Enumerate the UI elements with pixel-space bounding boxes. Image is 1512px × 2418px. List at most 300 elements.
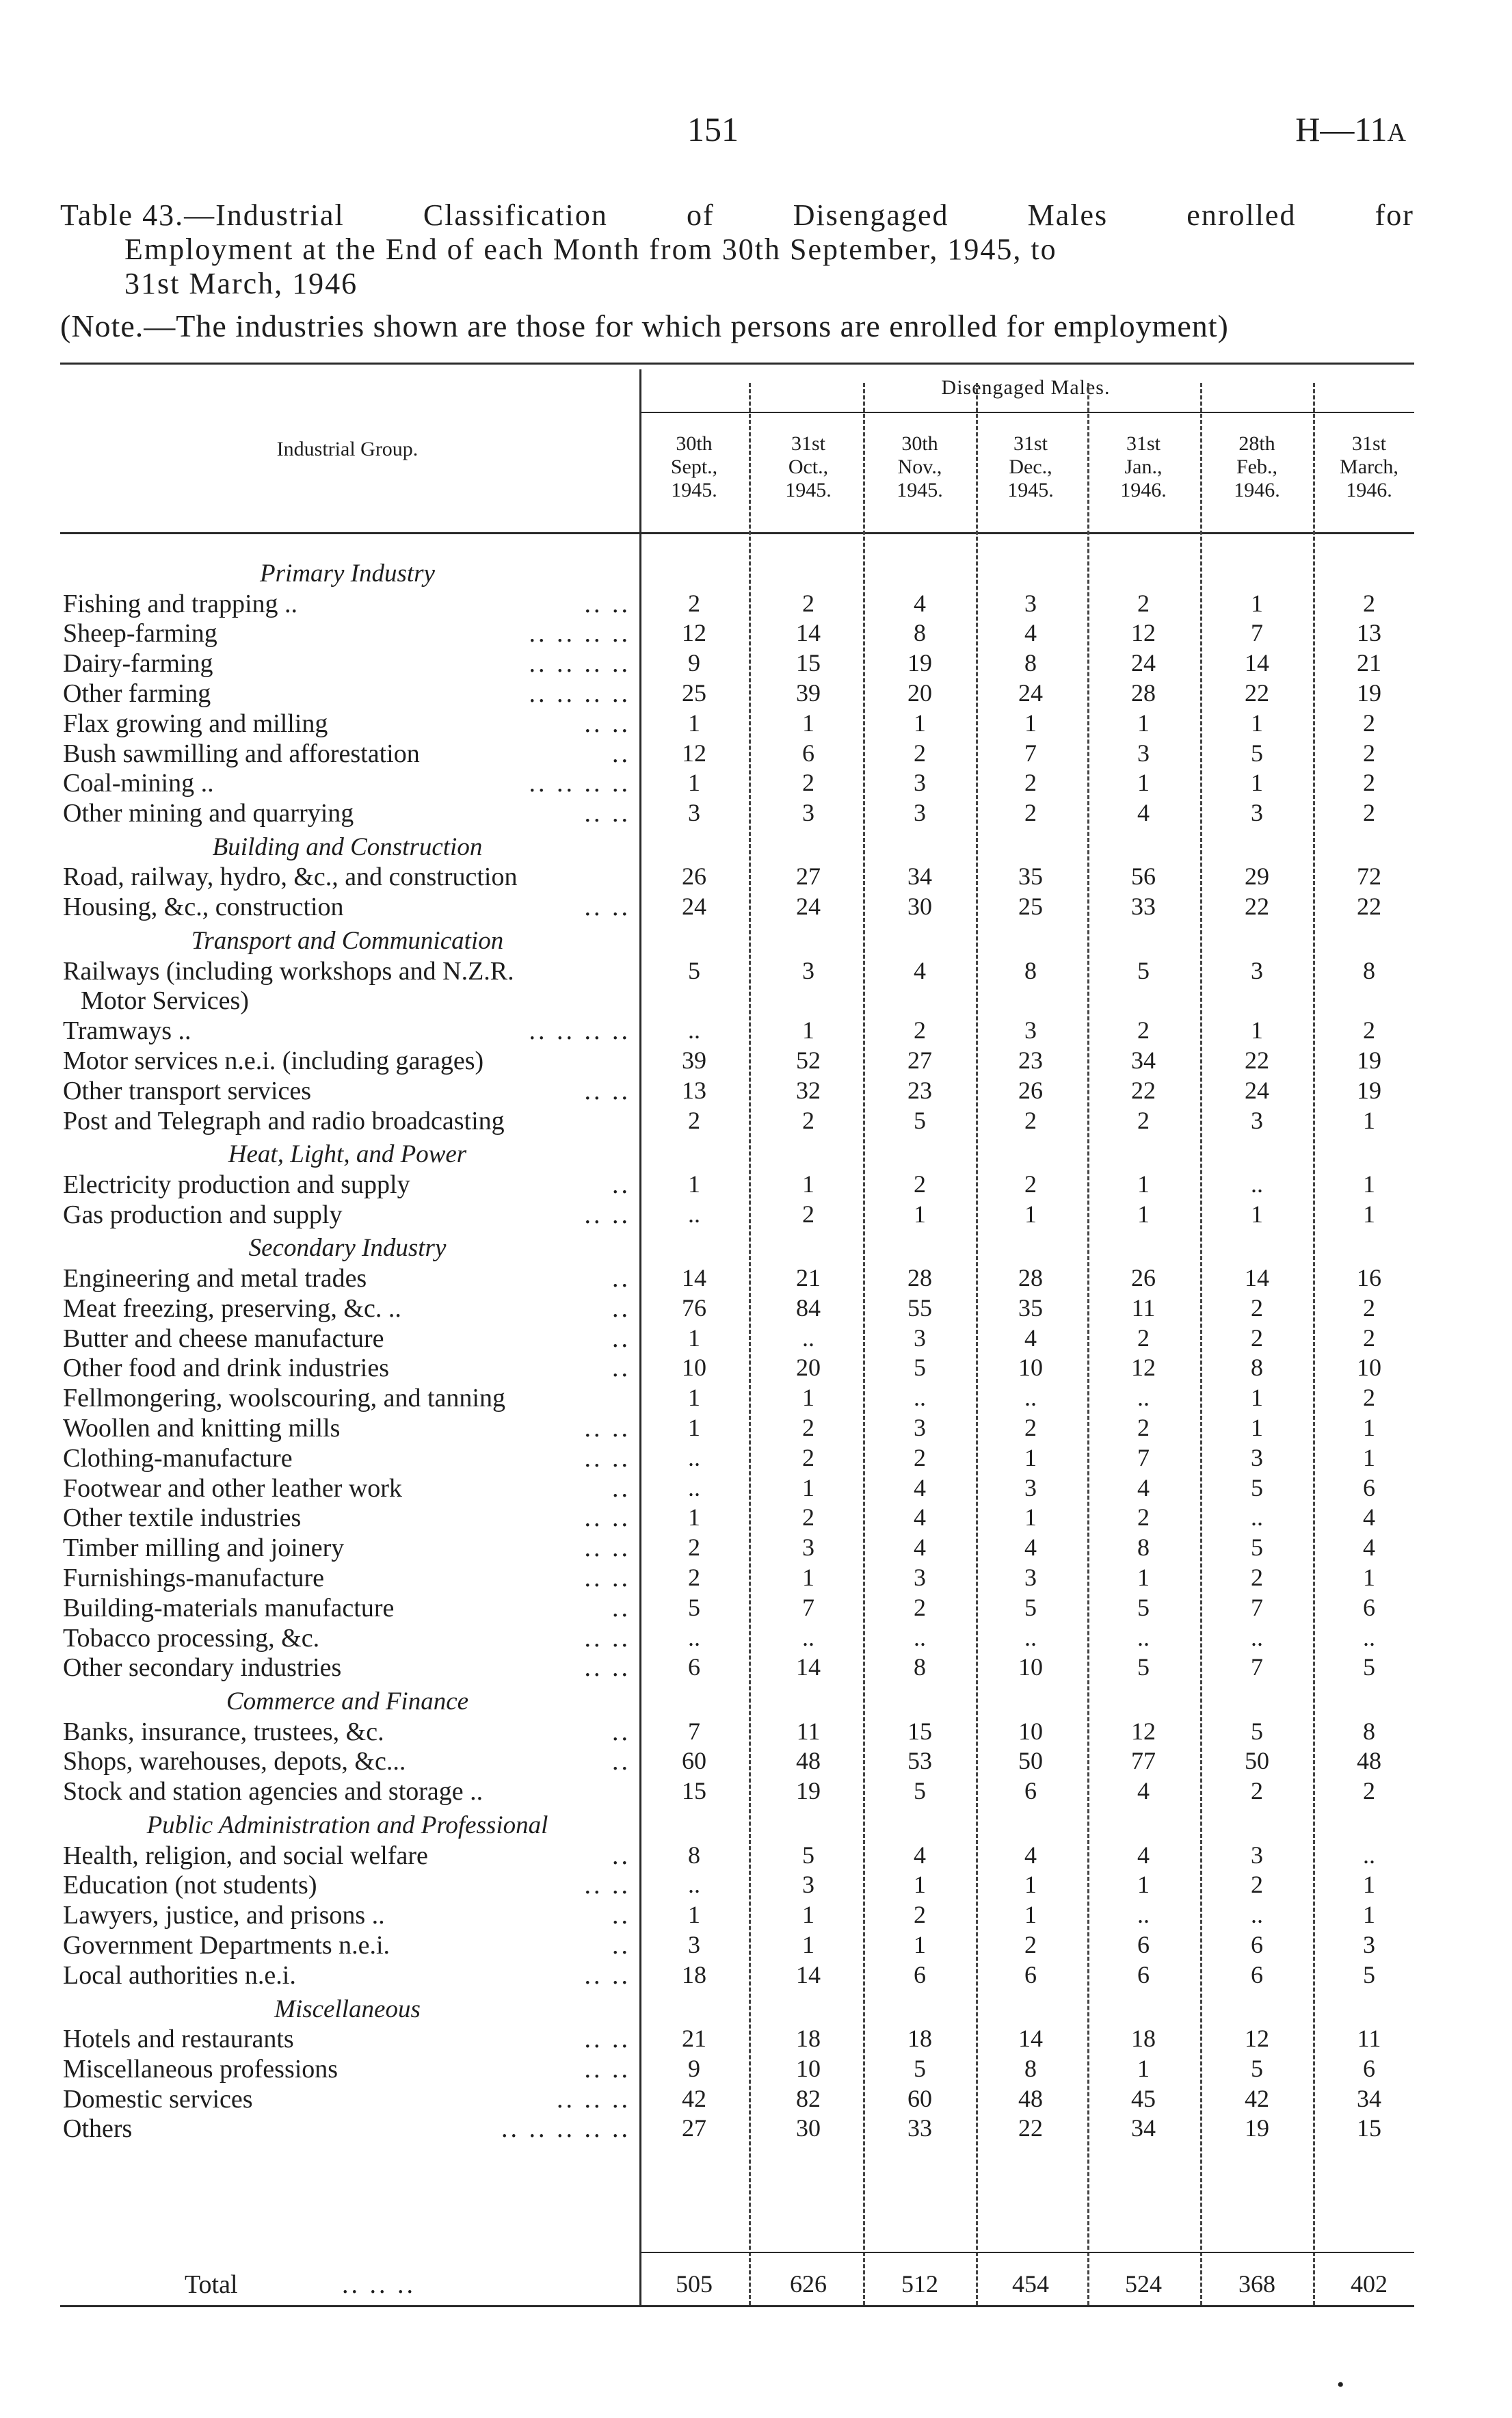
table-cell: 13	[1357, 619, 1381, 647]
row-label-text: Hotels and restaurants	[63, 2025, 294, 2053]
disengaged-males-header: Disengaged Males.	[941, 376, 1111, 399]
total-cell: 524	[1125, 2270, 1162, 2298]
table-cell: 26	[1131, 1263, 1156, 1291]
row-label	[63, 589, 631, 619]
table-cell: 5	[1137, 956, 1150, 984]
table-cell: 4	[1363, 1503, 1375, 1532]
table-cell: 2	[1024, 1170, 1037, 1198]
leader-dots: ..	[612, 1263, 631, 1293]
table-cell: 2	[914, 1901, 926, 1929]
column-header-line: 30th	[901, 432, 938, 455]
table-cell: 2	[1363, 1777, 1375, 1805]
table-cell: ..	[688, 1443, 700, 1471]
table-cell: 4	[1137, 1841, 1150, 1869]
table-cell: 6	[1251, 1960, 1263, 1988]
total-cell: 626	[790, 2270, 827, 2298]
table-cell: 1	[688, 1413, 700, 1441]
row-label	[63, 1623, 631, 1653]
table-cell: 2	[1137, 1503, 1150, 1532]
table-cell: 45	[1131, 2084, 1156, 2112]
row-label	[63, 1353, 631, 1383]
table-note: (Note.—The industries shown are those for which persons are enrolled for employment)	[60, 308, 1229, 343]
table-cell: 2	[1363, 709, 1375, 737]
table-cell: 1	[1137, 769, 1150, 797]
row-label	[63, 2024, 631, 2054]
table-cell: ..	[1363, 1841, 1375, 1869]
column-header-line: March,	[1340, 456, 1398, 478]
table-cell: 2	[802, 589, 814, 617]
table-cell: 8	[914, 619, 926, 647]
table-cell: 48	[1018, 2084, 1043, 2112]
table-cell: 1	[1251, 1384, 1263, 1412]
table-cell: 19	[1245, 2114, 1269, 2142]
row-label-text: Tramways ..	[63, 1016, 191, 1046]
table-cell: 35	[1018, 863, 1043, 891]
row-label-text: Woollen and knitting mills	[63, 1413, 341, 1443]
section-title: Building and Construction	[212, 832, 483, 861]
table-cell: 3	[802, 956, 814, 984]
row-label	[63, 648, 631, 679]
table-cell: 10	[1018, 1653, 1043, 1681]
table-cell: 4	[914, 589, 926, 617]
row-label-text: Health, religion, and social welfare	[63, 1841, 428, 1870]
table-cell: 4	[1137, 1777, 1150, 1805]
table-cell: 25	[1018, 893, 1043, 921]
table-cell: 8	[1024, 956, 1037, 984]
column-header-line: Jan.,	[1124, 456, 1163, 478]
table-cell: 1	[1363, 1563, 1375, 1591]
table-cell: 27	[682, 2114, 706, 2142]
table-cell: 42	[1245, 2084, 1269, 2112]
table-cell: 42	[682, 2084, 706, 2112]
table-cell: 1	[914, 1930, 926, 1958]
column-header-line: 31st	[1351, 432, 1386, 455]
row-label-continuation: Motor Services)	[81, 986, 249, 1016]
table-cell: 26	[1018, 1076, 1043, 1104]
table-cell: 3	[914, 769, 926, 797]
table-cell: 33	[1131, 893, 1156, 921]
table-cell: 21	[1357, 649, 1381, 677]
table-cell: 2	[1024, 1413, 1037, 1441]
table-cell: 9	[688, 2054, 700, 2082]
table-cell: ..	[688, 1016, 700, 1044]
table-cell: 3	[802, 799, 814, 827]
row-label-text: Clothing-manufacture	[63, 1443, 293, 1473]
table-cell: 3	[688, 799, 700, 827]
table-cell: 77	[1131, 1747, 1156, 1775]
table-cell: 2	[1137, 1016, 1150, 1044]
table-cell: 4	[1024, 619, 1037, 647]
table-cell: 1	[1251, 1200, 1263, 1228]
table-cell: 6	[802, 739, 814, 767]
title-word: for	[1375, 198, 1414, 232]
table-cell: 12	[1131, 1717, 1156, 1745]
table-cell: 19	[1357, 1076, 1381, 1104]
table-cell: 10	[1018, 1717, 1043, 1745]
table-cell: 1	[688, 1384, 700, 1412]
industrial-group-header: Industrial Group.	[276, 438, 419, 460]
table-cell: 1	[1024, 1200, 1037, 1228]
table-cell: 2	[802, 1106, 814, 1134]
table-cell: 19	[1357, 679, 1381, 707]
table-cell: 3	[802, 1534, 814, 1562]
table-title	[60, 198, 1414, 301]
table-cell: 1	[914, 1871, 926, 1899]
table-cell: 2	[1137, 1324, 1150, 1352]
table-cell: 8	[914, 1653, 926, 1681]
table-cell: 2	[1024, 1930, 1037, 1958]
column-header-line: 28th	[1238, 432, 1275, 455]
section-title: Heat, Light, and Power	[228, 1140, 467, 1169]
row-label	[63, 1593, 631, 1623]
leader-dots: ..	[612, 1473, 631, 1503]
table-cell: 24	[1131, 649, 1156, 677]
table-cell: 6	[1363, 1473, 1375, 1501]
table-cell: 24	[682, 893, 706, 921]
column-header-line: 31st	[1013, 432, 1048, 455]
bottom-rule	[60, 2305, 1414, 2307]
table-cell: 3	[1251, 1841, 1263, 1869]
title-word: Classification	[423, 198, 608, 232]
table-cell: 2	[1251, 1777, 1263, 1805]
table-cell: 5	[1251, 1534, 1263, 1562]
table-cell: 1	[1137, 2054, 1150, 2082]
row-label-text: Engineering and metal trades	[63, 1263, 367, 1293]
title-table-number: Table 43.—Industrial	[60, 198, 345, 232]
table-cell: 6	[1024, 1960, 1037, 1988]
table-cell: 3	[1251, 1443, 1263, 1471]
total-cell: 402	[1351, 2270, 1388, 2298]
row-label	[63, 1653, 631, 1683]
title-line-1	[60, 198, 1414, 233]
table-cell: 5	[688, 1593, 700, 1621]
leader-dots: .. .. .. ..	[529, 769, 631, 798]
row-label-text: Domestic services	[63, 2084, 253, 2114]
table-cell: 7	[1251, 1593, 1263, 1621]
table-cell: 6	[1137, 1960, 1150, 1988]
title-word: Disengaged	[793, 198, 949, 232]
table-cell: ..	[688, 1871, 700, 1899]
table-cell: 14	[1018, 2025, 1043, 2052]
table-cell: ..	[1024, 1623, 1037, 1651]
table-cell: 4	[1363, 1534, 1375, 1562]
table-cell: 11	[1131, 1293, 1156, 1322]
row-label-text: Bush sawmilling and afforestation	[63, 739, 420, 768]
table-cell: 15	[1357, 2114, 1381, 2142]
table-cell: 7	[802, 1593, 814, 1621]
table-cell: 1	[688, 709, 700, 737]
leader-dots: .. ..	[584, 1871, 631, 1900]
table-cell: ..	[1251, 1901, 1263, 1929]
document-reference	[1295, 109, 1406, 149]
table-cell: 22	[1245, 679, 1269, 707]
row-label-text: Other farming	[63, 679, 211, 708]
row-label	[63, 1443, 631, 1473]
column-header	[976, 432, 1085, 502]
row-label	[63, 798, 631, 828]
leader-dots: .. ..	[584, 1960, 631, 1990]
table-cell: 1	[688, 1170, 700, 1198]
column-header	[754, 432, 863, 502]
total-leader-dots: .. .. ..	[342, 2270, 416, 2299]
row-label-text: Other food and drink industries	[63, 1354, 390, 1383]
table-cell: 1	[1137, 1200, 1150, 1228]
table-cell: 28	[1018, 1263, 1043, 1291]
leader-dots: .. ..	[584, 893, 631, 922]
table-cell: 22	[1357, 893, 1381, 921]
table-cell: 8	[1024, 2054, 1037, 2082]
table-cell: 4	[1024, 1534, 1037, 1562]
table-cell: 4	[1024, 1841, 1037, 1869]
table-cell: 19	[907, 649, 932, 677]
table-cell: ..	[1024, 1384, 1037, 1412]
table-cell: 72	[1357, 863, 1381, 891]
table-cell: 4	[914, 1841, 926, 1869]
column-header-line: 1945.	[1007, 479, 1054, 501]
table-cell: 2	[802, 769, 814, 797]
table-cell: 5	[1137, 1653, 1150, 1681]
table-cell: 1	[802, 1563, 814, 1591]
table-cell: 3	[1024, 1563, 1037, 1591]
table-cell: 6	[1251, 1930, 1263, 1958]
column-header-line: Dec.,	[1009, 456, 1052, 478]
table-cell: 13	[682, 1076, 706, 1104]
table-cell: ..	[1137, 1384, 1150, 1412]
table-cell: 20	[907, 679, 932, 707]
table-cell: 33	[907, 2114, 932, 2142]
table-cell: 3	[1251, 1106, 1263, 1134]
table-cell: 15	[907, 1717, 932, 1745]
leader-dots: .. ..	[584, 799, 631, 828]
table-cell: ..	[802, 1324, 814, 1352]
total-top-rule	[639, 2252, 1414, 2253]
table-cell: ..	[1137, 1623, 1150, 1651]
row-label	[63, 1170, 631, 1200]
leader-dots: ..	[612, 1593, 631, 1622]
table-cell: 2	[802, 1503, 814, 1532]
row-label	[63, 1046, 631, 1076]
table-cell: 11	[796, 1717, 821, 1745]
table-cell: 2	[802, 1200, 814, 1228]
table-cell: 3	[1024, 1016, 1037, 1044]
table-cell: 14	[796, 619, 821, 647]
table-cell: 2	[688, 1534, 700, 1562]
row-label	[63, 1473, 631, 1503]
table-cell: 3	[802, 1871, 814, 1899]
leader-dots: .. ..	[584, 2025, 631, 2053]
table-cell: 5	[914, 2054, 926, 2082]
footer-mark: •	[1337, 2374, 1344, 2396]
row-label	[63, 618, 631, 648]
row-label	[63, 1841, 631, 1871]
table-cell: 12	[1131, 619, 1156, 647]
table-cell: 8	[1363, 1717, 1375, 1745]
table-cell: 14	[1245, 1263, 1269, 1291]
table-cell: 14	[796, 1960, 821, 1988]
table-cell: 6	[1137, 1930, 1150, 1958]
table-cell: 2	[1363, 1324, 1375, 1352]
table-cell: 1	[1363, 1200, 1375, 1228]
leader-dots: .. ..	[584, 1413, 631, 1443]
row-label	[63, 1746, 631, 1776]
table-cell: 48	[796, 1747, 821, 1775]
total-cell: 454	[1012, 2270, 1049, 2298]
table-cell: 8	[1024, 649, 1037, 677]
table-cell: 5	[1251, 1473, 1263, 1501]
top-rule	[60, 363, 1414, 365]
leader-dots: .. .. .. ..	[529, 649, 631, 679]
table-cell: 32	[796, 1076, 821, 1104]
table-cell: 8	[688, 1841, 700, 1869]
column-header-line: Nov.,	[897, 456, 942, 478]
row-label-text: Footwear and other leather work	[63, 1473, 402, 1503]
table-cell: 7	[1137, 1443, 1150, 1471]
table-cell: 3	[1363, 1930, 1375, 1958]
table-cell: 1	[1363, 1443, 1375, 1471]
column-header-line: Sept.,	[670, 456, 718, 478]
table-cell: 7	[688, 1717, 700, 1745]
table-cell: 39	[796, 679, 821, 707]
table-cell: 24	[1018, 679, 1043, 707]
table-cell: 28	[1131, 679, 1156, 707]
row-label	[63, 956, 631, 986]
table-cell: ..	[688, 1200, 700, 1228]
table-cell: 5	[1251, 739, 1263, 767]
table-cell: 1	[1363, 1413, 1375, 1441]
doc-ref-prefix: H—11	[1295, 110, 1388, 148]
leader-dots: .. .. .. ..	[529, 679, 631, 708]
table-cell: 19	[1357, 1046, 1381, 1074]
column-header-line: 1946.	[1346, 479, 1392, 501]
table-cell: 12	[1245, 2025, 1269, 2052]
row-label	[63, 1263, 631, 1293]
row-label	[63, 2114, 631, 2144]
row-label	[63, 1200, 631, 1230]
row-label	[63, 1076, 631, 1106]
table-cell: 14	[1245, 649, 1269, 677]
table-cell: 1	[688, 1324, 700, 1352]
table-cell: 1	[1251, 769, 1263, 797]
leader-dots: ..	[612, 1747, 631, 1776]
section-title: Miscellaneous	[274, 1995, 421, 2023]
leader-dots: .. ..	[584, 589, 631, 618]
table-cell: 1	[1137, 709, 1150, 737]
table-cell: 4	[914, 956, 926, 984]
table-cell: 55	[907, 1293, 932, 1322]
table-cell: 2	[688, 1563, 700, 1591]
table-cell: 34	[1357, 2084, 1381, 2112]
leader-dots: .. .. .. ..	[529, 1016, 631, 1046]
table-cell: 1	[914, 709, 926, 737]
table-cell: 12	[682, 739, 706, 767]
leader-dots: ..	[612, 1841, 631, 1870]
row-label-text: Other transport services	[63, 1076, 311, 1105]
row-label-text: Timber milling and joinery	[63, 1534, 345, 1563]
table-cell: 1	[1024, 1503, 1037, 1532]
table-cell: 14	[796, 1653, 821, 1681]
table-cell: 4	[1137, 799, 1150, 827]
table-cell: 22	[1131, 1076, 1156, 1104]
table-cell: 3	[914, 1413, 926, 1441]
table-cell: 5	[914, 1777, 926, 1805]
table-cell: ..	[802, 1623, 814, 1651]
row-label-text: Lawyers, justice, and prisons ..	[63, 1901, 385, 1930]
row-label	[63, 1563, 631, 1593]
table-cell: 1	[802, 1473, 814, 1501]
header-bottom-rule	[60, 532, 1414, 534]
row-label	[63, 2054, 631, 2084]
row-label-text: Banks, insurance, trustees, &c.	[63, 1717, 384, 1746]
table-cell: 18	[682, 1960, 706, 1988]
table-cell: 24	[796, 893, 821, 921]
table-cell: 2	[914, 1170, 926, 1198]
table-cell: 10	[1018, 1354, 1043, 1382]
leader-dots: .. ..	[584, 1534, 631, 1563]
row-label	[63, 2084, 631, 2114]
table-cell: 21	[796, 1263, 821, 1291]
table-cell: 2	[802, 1413, 814, 1441]
column-header-line: Oct.,	[788, 456, 829, 478]
row-label	[63, 862, 631, 892]
column-header	[1089, 432, 1198, 502]
table-cell: 7	[1251, 619, 1263, 647]
table-cell: 23	[907, 1076, 932, 1104]
leader-dots: .. ..	[584, 1503, 631, 1533]
row-label-text: Electricity production and supply	[63, 1170, 410, 1199]
table-cell: ..	[688, 1473, 700, 1501]
table-cell: 1	[802, 1016, 814, 1044]
leader-dots: ..	[612, 739, 631, 768]
table-cell: 2	[1137, 589, 1150, 617]
table-cell: 18	[907, 2025, 932, 2052]
row-label	[63, 1776, 631, 1806]
column-header	[1202, 432, 1312, 502]
row-label-text: Fishing and trapping ..	[63, 589, 298, 618]
leader-dots: ..	[612, 1717, 631, 1746]
title-word: of	[686, 198, 715, 232]
table-cell: ..	[914, 1623, 926, 1651]
table-cell: ..	[1363, 1623, 1375, 1651]
table-cell: 1	[1137, 1871, 1150, 1899]
table-cell: 1	[1363, 1106, 1375, 1134]
table-cell: 34	[1131, 2114, 1156, 2142]
table-cell: 8	[1137, 1534, 1150, 1562]
column-header-line: 1946.	[1234, 479, 1280, 501]
row-label-text: Meat freezing, preserving, &c. ..	[63, 1293, 401, 1323]
table-cell: 1	[1251, 589, 1263, 617]
table-cell: 1	[688, 1503, 700, 1532]
leader-dots: .. ..	[584, 2054, 631, 2084]
table-cell: 3	[688, 1930, 700, 1958]
table-cell: 1	[1137, 1563, 1150, 1591]
row-label-text: Building-materials manufacture	[63, 1593, 395, 1622]
row-label	[63, 709, 631, 739]
row-label-text: Housing, &c., construction	[63, 893, 344, 922]
row-label	[63, 1870, 631, 1900]
table-cell: 1	[688, 769, 700, 797]
row-label	[63, 739, 631, 769]
table-cell: 12	[1131, 1354, 1156, 1382]
table-cell: ..	[914, 1384, 926, 1412]
table-cell: 5	[688, 956, 700, 984]
column-header	[639, 432, 749, 502]
table-cell: 27	[907, 1046, 932, 1074]
table-cell: 2	[1137, 1106, 1150, 1134]
row-label	[63, 1533, 631, 1563]
table-cell: 22	[1018, 2114, 1043, 2142]
row-label-text: Coal-mining ..	[63, 769, 214, 798]
table-cell: 1	[802, 1384, 814, 1412]
